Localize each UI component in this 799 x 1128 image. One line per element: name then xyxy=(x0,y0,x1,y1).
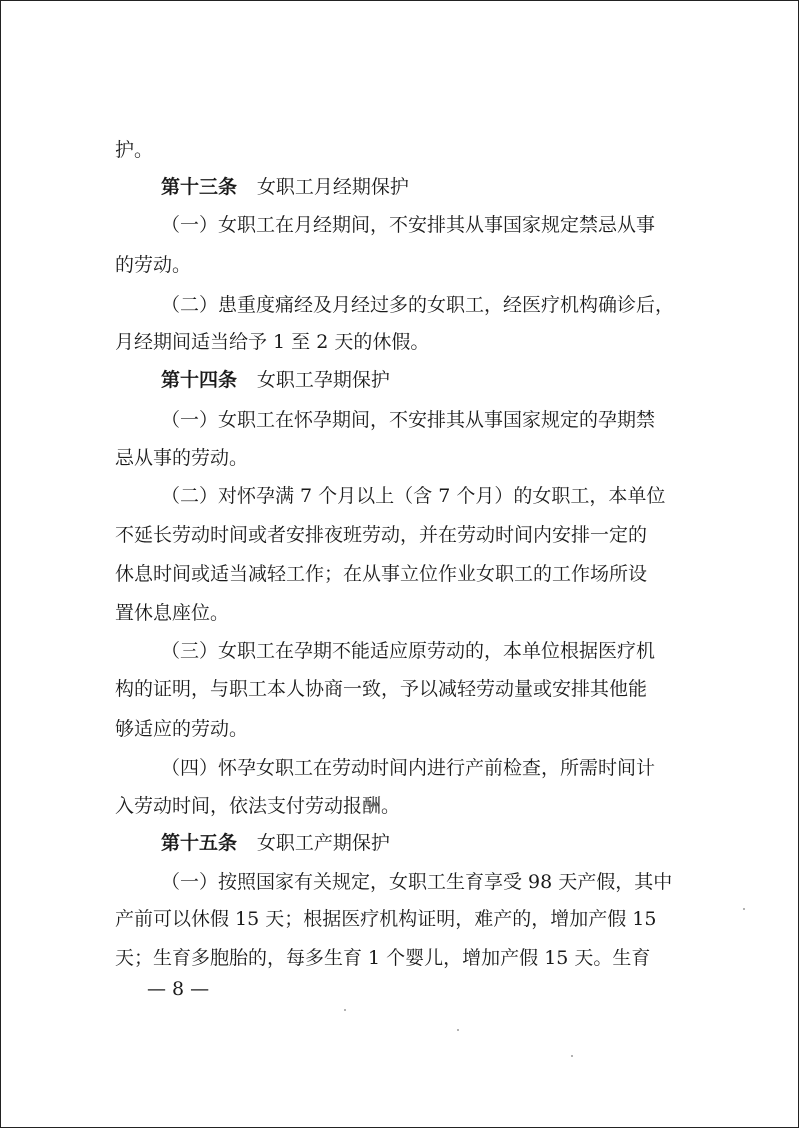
text-line: （二）患重度痛经及月经过多的女职工，经医疗机构确诊后， xyxy=(161,294,675,316)
text-line: （三）女职工在孕期不能适应原劳动的，本单位根据医疗机 xyxy=(161,640,656,662)
article-number: 第十四条 xyxy=(161,369,238,391)
text-line: 够适应的劳动。 xyxy=(115,718,249,740)
article-title: 女职工孕期保护 xyxy=(256,369,390,391)
page-number: — 8 — xyxy=(147,978,210,1000)
text-line: （二）对怀孕满 7 个月以上（含 7 个月）的女职工，本单位 xyxy=(161,485,666,507)
scan-speck xyxy=(344,1009,346,1011)
text-line: 构的证明，与职工本人协商一致，予以减轻劳动量或安排其他能 xyxy=(115,678,648,700)
article-number: 第十三条 xyxy=(161,176,238,198)
text-line: （四）怀孕女职工在劳动时间内进行产前检查，所需时间计 xyxy=(161,757,656,779)
text-line: （一）按照国家有关规定，女职工生育享受 98 天产假，其中 xyxy=(161,871,673,893)
text-line: 产前可以休假 15 天；根据医疗机构证明，难产的，增加产假 15 xyxy=(115,908,657,930)
text-line: 天；生育多胞胎的，每多生育 1 个婴儿，增加产假 15 天。生育 xyxy=(115,947,651,969)
article-heading xyxy=(161,831,390,855)
scan-speck xyxy=(743,908,745,910)
article-title: 女职工产期保护 xyxy=(256,832,390,854)
article-number: 第十五条 xyxy=(161,832,238,854)
text-line: 入劳动时间，依法支付劳动报酬。 xyxy=(115,795,401,817)
article-heading xyxy=(161,368,390,392)
text-line: 护。 xyxy=(115,139,154,161)
text-line: 休息时间或适当减轻工作；在从事立位作业女职工的工作场所设 xyxy=(115,563,648,585)
text-line: 的劳动。 xyxy=(115,254,192,276)
text-line: 置休息座位。 xyxy=(115,602,230,624)
text-line: 忌从事的劳动。 xyxy=(115,447,249,469)
text-line: （一）女职工在月经期间，不安排其从事国家规定禁忌从事 xyxy=(161,214,656,236)
text-line: （一）女职工在怀孕期间，不安排其从事国家规定的孕期禁 xyxy=(161,409,656,431)
scan-speck xyxy=(571,1055,573,1057)
article-title: 女职工月经期保护 xyxy=(256,176,409,198)
scan-speck xyxy=(457,1029,459,1031)
text-line: 月经期间适当给予 1 至 2 天的休假。 xyxy=(115,331,430,353)
article-heading xyxy=(161,175,409,199)
text-line: 不延长劳动时间或者安排夜班劳动，并在劳动时间内安排一定的 xyxy=(115,524,648,546)
document-body xyxy=(1,1,798,1127)
